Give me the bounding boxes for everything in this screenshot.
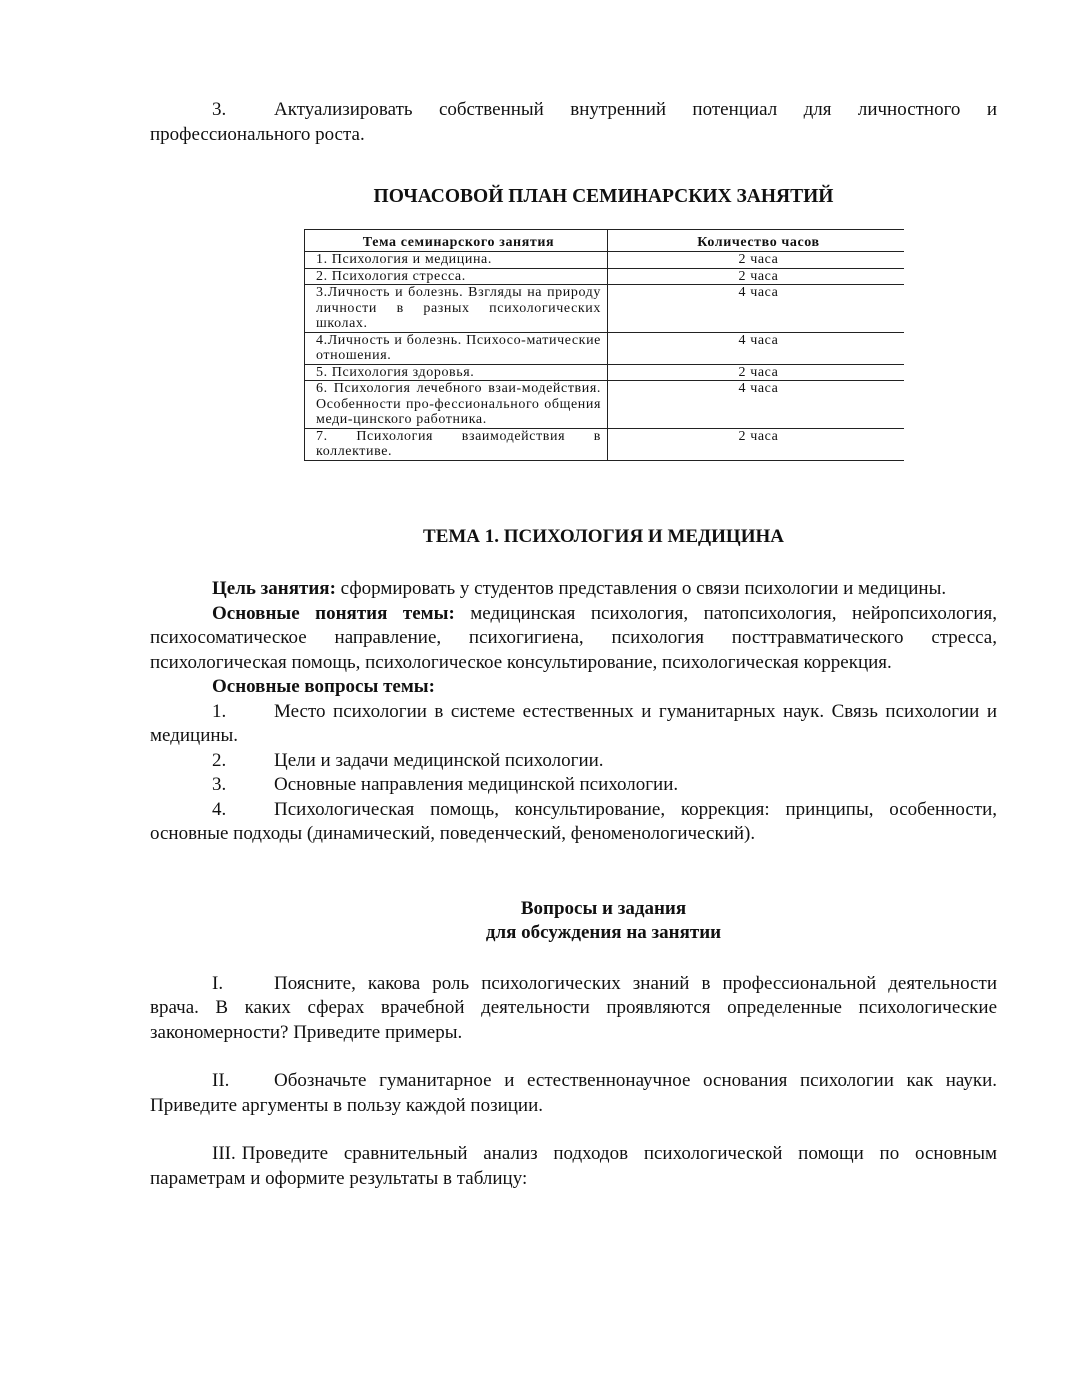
plan-table-hours-cell: 4 часа — [608, 285, 905, 333]
tasks-list — [150, 972, 997, 1192]
plan-table-topic-cell: 5. Психология здоровья. — [305, 364, 608, 381]
topic-title: ТЕМА 1. ПСИХОЛОГИЯ И МЕДИЦИНА — [423, 525, 784, 547]
plan-table-row — [305, 428, 905, 460]
plan-table-body — [305, 252, 905, 461]
tasks-title-line1: Вопросы и задания — [520, 897, 687, 919]
plan-table-hours-cell: 2 часа — [608, 252, 905, 269]
plan-table-topic-cell: 2. Психология стресса. — [305, 268, 608, 285]
task-item — [150, 1069, 997, 1118]
goal-label: Цель занятия: — [212, 578, 336, 599]
plan-table-header-hours: Количество часов — [608, 229, 905, 252]
concepts-label: Основные понятия темы: — [212, 602, 455, 624]
question-number: 4. — [212, 798, 227, 820]
task-text: Поясните, какова роль психологических знаний в профессиональной деятельности врача. В каких сферах врачебной деятельности проявляются определенные психологические закономерности? Приведите примеры. — [150, 972, 997, 1043]
questions-list — [150, 700, 997, 847]
plan-table-header-row — [305, 229, 905, 252]
tasks-title-line2: для обсуждения на занятии — [485, 922, 722, 943]
plan-title: ПОЧАСОВОЙ ПЛАН СЕМИНАРСКИХ ЗАНЯТИЙ — [373, 186, 834, 207]
concepts-paragraph — [150, 602, 997, 676]
task-item — [150, 972, 997, 1046]
document-page — [150, 98, 997, 1191]
task-text: Обозначьте гуманитарное и естественнонаучное основания психологии как науки. Приведите аргументы в пользу каждой позиции. — [150, 1070, 997, 1116]
plan-table-container — [304, 229, 904, 461]
intro-item — [150, 98, 997, 147]
plan-table-topic-cell: 3.Личность и болезнь. Взгляды на природу личности в разных психологических школах. — [305, 285, 608, 333]
plan-table-row — [305, 268, 905, 285]
question-item — [150, 773, 997, 798]
question-item — [150, 749, 997, 774]
question-item — [150, 700, 997, 749]
plan-table-row — [305, 285, 905, 333]
plan-table-topic-cell: 6. Психология лечебного взаи-модействия. Особенности про-фессионального общения меди-цинского работника. — [305, 381, 608, 429]
question-number: 2. — [212, 749, 227, 771]
question-text: Цели и задачи медицинской психологии. — [274, 749, 604, 771]
plan-table-row — [305, 381, 905, 429]
plan-table — [304, 229, 904, 461]
plan-table-topic-cell: 1. Психология и медицина. — [305, 252, 608, 269]
plan-table-hours-cell: 4 часа — [608, 381, 905, 429]
question-text: Основные направления медицинской психологии. — [274, 774, 679, 795]
task-number: III. — [212, 1143, 236, 1164]
plan-table-hours-cell: 2 часа — [608, 364, 905, 381]
plan-table-topic-cell: 4.Личность и болезнь. Психосо-матические отношения. — [305, 332, 608, 364]
plan-table-hours-cell: 2 часа — [608, 428, 905, 460]
task-number: II. — [212, 1070, 230, 1091]
plan-table-row — [305, 364, 905, 381]
question-text: Психологическая помощь, консультирование, коррекция: принципы, особенности, основные подходы (динамический, поведенческий, феноменологический). — [150, 798, 997, 844]
plan-table-header-topic: Тема семинарского занятия — [305, 229, 608, 252]
questions-label: Основные вопросы темы: — [212, 676, 435, 697]
goal-paragraph — [150, 577, 997, 602]
plan-table-hours-cell: 2 часа — [608, 268, 905, 285]
question-item — [150, 798, 997, 847]
question-number: 1. — [212, 700, 227, 722]
intro-item-number: 3. — [212, 99, 227, 120]
concepts-text: медицинская психология, патопсихология, нейропсихология, психосоматическое направление, психогигиена, психология посттравматического стресса, психологическая помощь, психологическое консультирование, психологическая коррекция. — [150, 602, 997, 673]
task-number: I. — [212, 972, 224, 994]
question-number: 3. — [212, 774, 227, 795]
plan-table-row — [305, 252, 905, 269]
plan-table-topic-cell: 7. Психология взаимодействия в коллективе. — [305, 428, 608, 460]
task-item — [150, 1142, 997, 1191]
question-text: Место психологии в системе естественных и гуманитарных наук. Связь психологии и медицины. — [150, 700, 997, 746]
intro-item-text: Актуализировать собственный внутренний потенциал для личностного и профессионального роста. — [150, 99, 997, 145]
plan-table-hours-cell: 4 часа — [608, 332, 905, 364]
task-text: Проведите сравнительный анализ подходов психологической помощи по основным параметрам и оформите результаты в таблицу: — [150, 1143, 997, 1189]
plan-table-row — [305, 332, 905, 364]
goal-text: сформировать у студентов представления о связи психологии и медицины. — [335, 578, 947, 599]
